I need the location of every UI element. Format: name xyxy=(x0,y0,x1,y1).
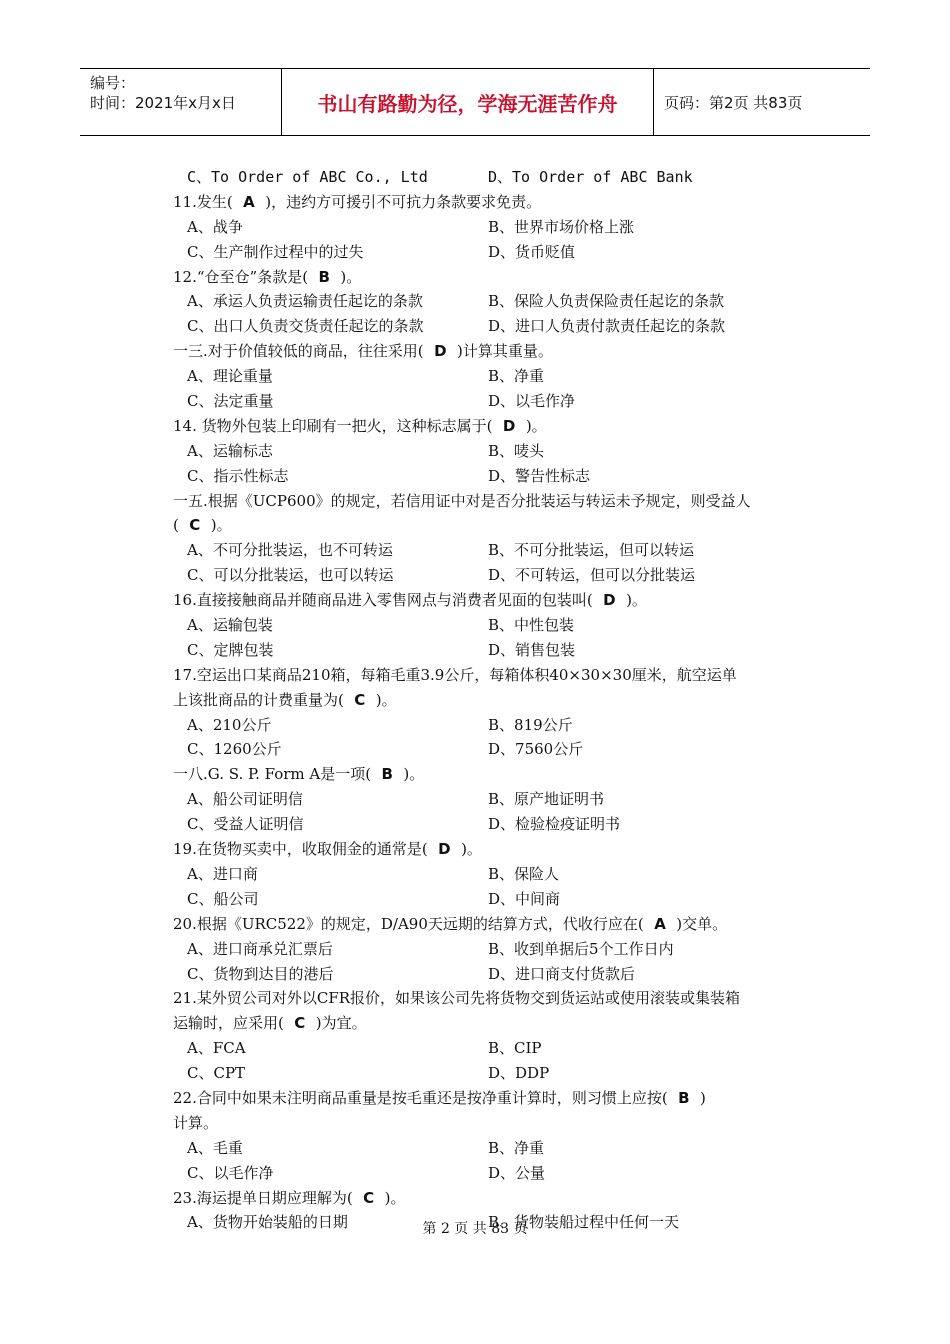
question-text-tail: )。 xyxy=(375,690,397,709)
question-line xyxy=(173,190,813,215)
option-right: B、唛头 xyxy=(488,441,545,460)
option-right: B、世界市场价格上涨 xyxy=(488,217,635,236)
answer-options-row xyxy=(173,937,813,962)
option-right: B、保险人负责保险责任起讫的条款 xyxy=(488,292,725,311)
answer-options-row xyxy=(173,1161,813,1186)
answer-letter: C xyxy=(283,1014,316,1033)
answer-options-row xyxy=(173,812,813,837)
question-line xyxy=(173,339,813,364)
option-right: B、原产地证明书 xyxy=(488,790,605,809)
option-left: A、战争 xyxy=(187,217,243,236)
question-line xyxy=(173,414,813,439)
question-text: 22.合同中如果未注明商品重量是按毛重还是按净重计算时，则习惯上应按( xyxy=(173,1088,668,1107)
question-text-tail: )交单。 xyxy=(676,914,728,933)
answer-letter: D xyxy=(427,840,462,859)
question-line xyxy=(173,1111,813,1136)
option-left: C、以毛作净 xyxy=(187,1163,274,1182)
question-text-tail: )。 xyxy=(210,516,232,535)
question-line xyxy=(173,265,813,290)
question-text-tail: )。 xyxy=(403,765,425,784)
option-left: A、货物开始装船的日期 xyxy=(187,1213,348,1232)
answer-options-row xyxy=(173,439,813,464)
question-text-tail: )。 xyxy=(626,591,647,610)
option-right: D、销售包装 xyxy=(488,640,576,659)
option-right: B、819公斤 xyxy=(488,715,573,734)
answer-options-row xyxy=(173,165,813,190)
question-text-tail: )。 xyxy=(384,1188,406,1207)
question-line xyxy=(173,663,813,688)
header-page-label: 页码：第2页 共83页 xyxy=(664,93,803,112)
option-left: C、1260公斤 xyxy=(187,740,282,759)
question-text: 23.海运提单日期应理解为( xyxy=(173,1188,353,1207)
answer-letter: B xyxy=(308,267,341,286)
option-right: B、保险人 xyxy=(488,864,560,883)
option-left: A、理论重量 xyxy=(187,367,273,386)
question-list xyxy=(173,165,813,1235)
question-line xyxy=(173,513,813,538)
option-left: C、生产制作过程中的过失 xyxy=(187,242,364,261)
option-right: D、以毛作净 xyxy=(488,392,576,411)
document-time-label: 时间：2021年x月x日 xyxy=(90,94,236,112)
question-text: 运输时，应采用( xyxy=(173,1014,284,1033)
option-left: C、指示性标志 xyxy=(187,466,289,485)
option-right: B、CIP xyxy=(488,1039,542,1058)
answer-options-row xyxy=(173,563,813,588)
option-left: C、受益人证明信 xyxy=(187,815,304,834)
answer-letter: C xyxy=(343,690,376,709)
option-left: A、FCA xyxy=(187,1039,246,1058)
answer-letter: C xyxy=(178,516,211,535)
option-right: D、进口商支付货款后 xyxy=(488,964,636,983)
question-text: 一五.根据《UCP600》的规定，若信用证中对是否分批装运与转运未予规定，则受益人 xyxy=(173,491,751,510)
answer-options-row xyxy=(173,389,813,414)
answer-options-row xyxy=(173,787,813,812)
question-line xyxy=(173,986,813,1011)
option-right: D、公量 xyxy=(488,1163,546,1182)
option-left: A、进口商 xyxy=(187,864,258,883)
question-text-tail: )，违约方可援引不可抗力条款要求免责。 xyxy=(265,192,542,211)
option-right: B、货物装船过程中任何一天 xyxy=(488,1213,680,1232)
question-line xyxy=(173,588,813,613)
answer-options-row xyxy=(173,737,813,762)
answer-options-row xyxy=(173,1036,813,1061)
option-left: C、出口人负责交货责任起讫的条款 xyxy=(187,317,424,336)
question-line xyxy=(173,837,813,862)
option-left: A、承运人负责运输责任起讫的条款 xyxy=(187,292,423,311)
question-text: 21.某外贸公司对外以CFR报价，如果该公司先将货物交到货运站或使用滚装或集装箱 xyxy=(173,989,741,1008)
answer-options-row xyxy=(173,887,813,912)
option-right: D、DDP xyxy=(488,1064,550,1083)
page-footer: 第 2 页 共 83 页 xyxy=(422,1221,528,1237)
question-text-tail: )。 xyxy=(525,416,547,435)
option-right: D、To Order of ABC Bank xyxy=(488,168,693,186)
option-right: B、不可分批装运，但可以转运 xyxy=(488,541,695,560)
question-line xyxy=(173,489,813,514)
answer-options-row xyxy=(173,289,813,314)
answer-options-row xyxy=(173,1061,813,1086)
option-left: C、CPT xyxy=(187,1064,246,1083)
answer-options-row xyxy=(173,364,813,389)
option-left: A、运输包装 xyxy=(187,616,273,635)
answer-options-row xyxy=(173,215,813,240)
option-left: C、To Order of ABC Co., Ltd xyxy=(187,168,428,186)
question-text-tail: ) xyxy=(700,1088,706,1107)
option-left: C、货物到达目的港后 xyxy=(187,964,334,983)
answer-letter: C xyxy=(352,1188,385,1207)
option-left: C、定牌包装 xyxy=(187,640,274,659)
answer-letter: D xyxy=(592,591,627,610)
answer-letter: D xyxy=(423,342,457,361)
page-header xyxy=(80,68,870,136)
question-line xyxy=(173,912,813,937)
header-motto: 书山有路勤为径，学海无涯苦作舟 xyxy=(282,69,654,135)
question-text: 14. 货物外包装上印刷有一把火，这种标志属于( xyxy=(173,416,493,435)
question-text-tail: )。 xyxy=(461,840,482,859)
option-right: D、不可转运，但可以分批装运 xyxy=(488,566,696,585)
option-right: B、中性包装 xyxy=(488,616,575,635)
answer-letter: A xyxy=(232,192,266,211)
question-line xyxy=(173,1011,813,1036)
answer-options-row xyxy=(173,314,813,339)
answer-options-row xyxy=(173,1136,813,1161)
option-left: C、船公司 xyxy=(187,889,259,908)
document-number-label: 编号： xyxy=(90,74,136,92)
question-text-tail: )计算其重量。 xyxy=(456,342,553,361)
option-right: D、7560公斤 xyxy=(488,740,584,759)
question-text: 11.发生( xyxy=(173,192,233,211)
question-text-tail: )为宜。 xyxy=(315,1014,367,1033)
question-line xyxy=(173,762,813,787)
option-left: A、进口商承兑汇票后 xyxy=(187,939,333,958)
option-left: A、运输标志 xyxy=(187,441,273,460)
question-text-tail: )。 xyxy=(340,267,362,286)
question-text: 计算。 xyxy=(173,1113,219,1132)
option-right: B、净重 xyxy=(488,367,545,386)
question-text: 19.在货物买卖中，收取佣金的通常是( xyxy=(173,840,428,859)
question-text: 17.空运出口某商品210箱，每箱毛重3.9公斤，每箱体积40×30×30厘米，航空运单 xyxy=(173,665,737,684)
answer-options-row xyxy=(173,638,813,663)
header-meta xyxy=(80,69,282,135)
question-line xyxy=(173,688,813,713)
answer-options-row xyxy=(173,240,813,265)
option-left: A、毛重 xyxy=(187,1138,243,1157)
option-left: C、法定重量 xyxy=(187,392,274,411)
option-right: D、中间商 xyxy=(488,889,561,908)
answer-letter: B xyxy=(667,1088,701,1107)
question-text: 20.根据《URC522》的规定，D/A90天远期的结算方式，代收行应在( xyxy=(173,914,644,933)
question-text: 16.直接接触商品并随商品进入零售网点与消费者见面的包装叫( xyxy=(173,591,593,610)
answer-letter: B xyxy=(371,765,404,784)
question-text: ( xyxy=(173,516,179,535)
option-right: D、检验检疫证明书 xyxy=(488,815,621,834)
answer-options-row xyxy=(173,464,813,489)
option-right: B、收到单据后5个工作日内 xyxy=(488,939,674,958)
answer-options-row xyxy=(173,538,813,563)
option-left: A、210公斤 xyxy=(187,715,272,734)
option-left: C、可以分批装运，也可以转运 xyxy=(187,566,394,585)
option-left: A、船公司证明信 xyxy=(187,790,303,809)
answer-letter: D xyxy=(492,416,526,435)
answer-options-row xyxy=(173,862,813,887)
question-text: 12.“仓至仓”条款是( xyxy=(173,267,309,286)
question-text: 一八.G. S. P. Form A是一项( xyxy=(173,765,372,784)
answer-options-row xyxy=(173,713,813,738)
question-line xyxy=(173,1186,813,1211)
option-right: D、货币贬值 xyxy=(488,242,576,261)
question-text: 一三.对于价值较低的商品，往往采用( xyxy=(173,342,424,361)
answer-options-row xyxy=(173,962,813,987)
option-right: D、警告性标志 xyxy=(488,466,591,485)
answer-letter: A xyxy=(643,914,677,933)
option-right: B、净重 xyxy=(488,1138,545,1157)
option-left: A、不可分批装运，也不可转运 xyxy=(187,541,393,560)
question-line xyxy=(173,1086,813,1111)
question-text: 上该批商品的计费重量为( xyxy=(173,690,344,709)
answer-options-row xyxy=(173,613,813,638)
option-right: D、进口人负责付款责任起讫的条款 xyxy=(488,317,726,336)
